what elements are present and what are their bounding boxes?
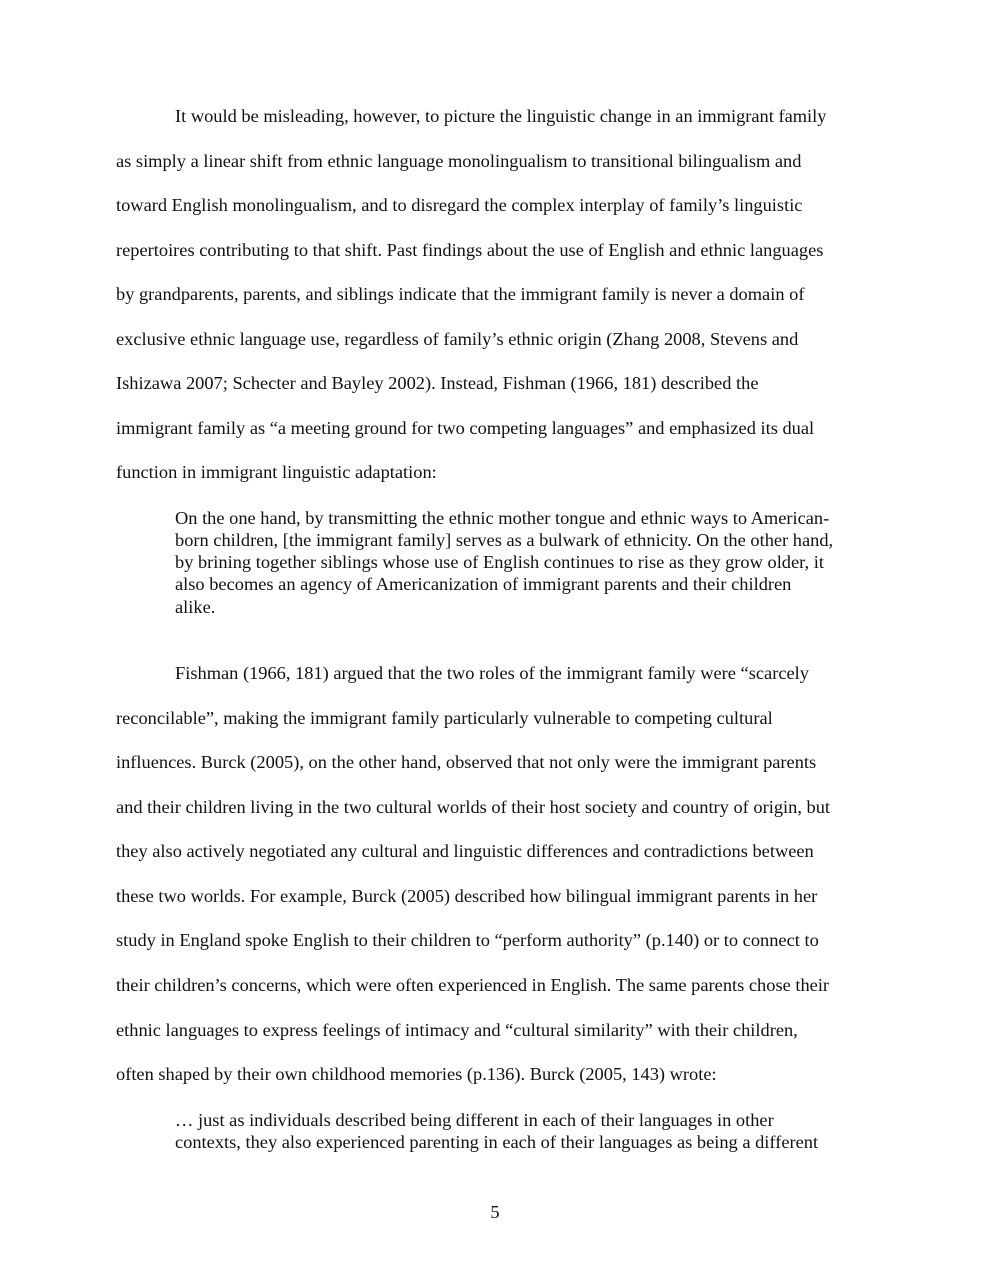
paragraph-line: reconcilable”, making the immigrant family particularly vulnerable to competing cultural	[116, 708, 773, 728]
paragraph-line: their children’s concerns, which were often experienced in English. The same parents chose their	[116, 975, 830, 995]
paragraph-line: they also actively negotiated any cultural and linguistic differences and contradictions between	[116, 841, 814, 861]
paragraph-line: Fishman (1966, 181) argued that the two roles of the immigrant family were “scarcely	[175, 663, 809, 683]
paragraph-line: as simply a linear shift from ethnic language monolingualism to transitional bilingualism and	[116, 151, 802, 171]
paragraph-line: often shaped by their own childhood memories (p.136). Burck (2005, 143) wrote:	[116, 1064, 717, 1084]
quote-line: contexts, they also experienced parenting in each of their languages as being a different	[175, 1132, 819, 1152]
quote-line: … just as individuals described being different in each of their languages in other	[175, 1110, 774, 1130]
paragraph-line: by grandparents, parents, and siblings indicate that the immigrant family is never a domain of	[116, 284, 805, 304]
quote-line: born children, [the immigrant family] serves as a bulwark of ethnicity. On the other hand,	[175, 530, 834, 550]
paragraph-line: exclusive ethnic language use, regardless of family’s ethnic origin (Zhang 2008, Stevens and	[116, 329, 799, 349]
paragraph-line: and their children living in the two cultural worlds of their host society and country of origin, but	[116, 797, 831, 817]
paragraph-line: function in immigrant linguistic adaptation:	[116, 462, 437, 482]
paragraph-line: study in England spoke English to their children to “perform authority” (p.140) or to connect to	[116, 930, 819, 950]
quote-line: by brining together siblings whose use of English continues to rise as they grow older, it	[175, 552, 824, 572]
paragraph-line: immigrant family as “a meeting ground for two competing languages” and emphasized its dual	[116, 418, 815, 438]
paragraph-line: repertoires contributing to that shift. Past findings about the use of English and ethnic languages	[116, 240, 824, 260]
quote-line: On the one hand, by transmitting the ethnic mother tongue and ethnic ways to American-	[175, 508, 830, 528]
paragraph-line: It would be misleading, however, to picture the linguistic change in an immigrant family	[175, 106, 827, 126]
paragraph-line: toward English monolingualism, and to disregard the complex interplay of family’s linguistic	[116, 195, 803, 215]
paragraph-line: Ishizawa 2007; Schecter and Bayley 2002). Instead, Fishman (1966, 181) described the	[116, 373, 759, 393]
page-number: 5	[490, 1202, 500, 1222]
paragraph-line: ethnic languages to express feelings of intimacy and “cultural similarity” with their children,	[116, 1020, 798, 1040]
paragraph-line: these two worlds. For example, Burck (2005) described how bilingual immigrant parents in her	[116, 886, 818, 906]
quote-line: also becomes an agency of Americanization of immigrant parents and their children	[175, 574, 792, 594]
paragraph-line: influences. Burck (2005), on the other hand, observed that not only were the immigrant parents	[116, 752, 817, 772]
quote-line: alike.	[175, 597, 216, 617]
